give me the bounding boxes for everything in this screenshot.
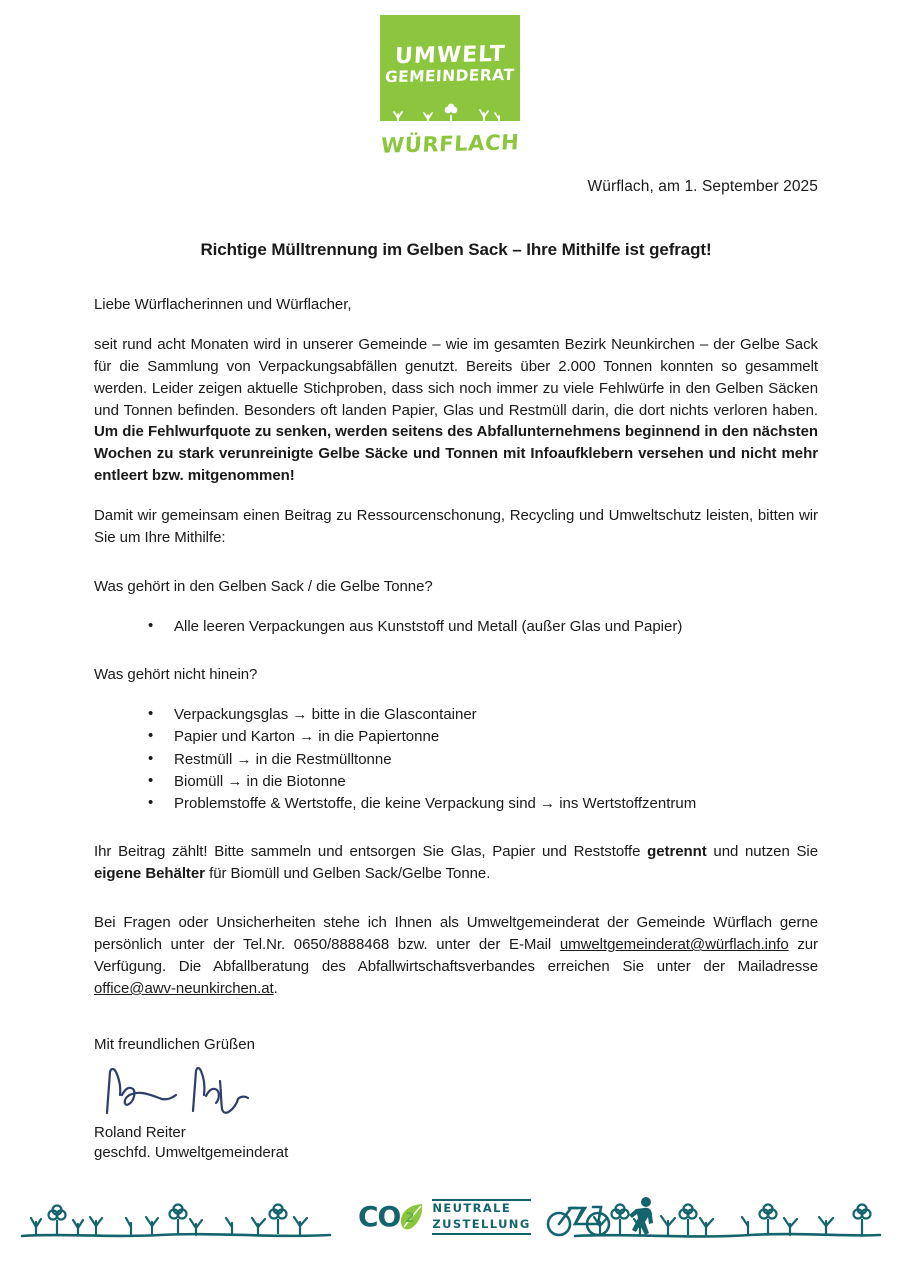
contact-text-3: . xyxy=(273,979,278,997)
list-not-belongs xyxy=(94,704,818,814)
salutation: Liebe Würflacherinnen und Würflacher, xyxy=(94,296,352,313)
paragraph-contact xyxy=(94,912,818,1000)
email-link-office[interactable]: office@awv-neunkirchen.at xyxy=(94,979,274,997)
co2-subscript: 2 xyxy=(405,1211,415,1226)
signer-title: geschfd. Umweltgemeinderat xyxy=(94,1144,289,1162)
email-link-umweltgemeinderat[interactable]: umweltgemeinderat@würflach.info xyxy=(559,936,789,954)
question-not-belongs: Was gehört nicht hinein? xyxy=(94,666,258,684)
footer xyxy=(0,1184,900,1258)
contrib-text-3: für Biomüll und Gelben Sack/Gelbe Tonne. xyxy=(204,865,491,883)
logo-title-gemeinderat: GEMEINDERAT xyxy=(384,66,516,87)
list-belongs-in xyxy=(94,616,818,637)
list-item: • Verpackungsglas → bitte in die Glascontainer xyxy=(148,704,818,725)
dateline: Würflach, am 1. September 2025 xyxy=(587,178,818,195)
contrib-bold-getrennt: getrennt xyxy=(647,843,707,861)
handwritten-signature-icon xyxy=(98,1059,288,1121)
paragraph-contribution xyxy=(94,841,818,885)
logo-text-block xyxy=(380,15,520,115)
logo-town-band xyxy=(380,121,520,167)
closing-greeting: Mit freundlichen Grüßen xyxy=(94,1035,255,1053)
walking-person-icon xyxy=(627,1196,661,1238)
paragraph-appeal: Damit wir gemeinsam einen Beitrag zu Ressourcenschonung, Recycling und Umweltschutz leisten, bitten wir Sie um Ihre Mithilfe: xyxy=(94,507,818,547)
logo-container xyxy=(0,14,900,168)
co2-label: CO xyxy=(358,1200,401,1233)
logo-title-umwelt: UMWELT xyxy=(394,42,506,70)
list-item: • Biomüll → in die Biotonne xyxy=(148,771,818,792)
letter-body xyxy=(94,178,818,1163)
contact-text-1: Bei Fragen oder Unsicherheiten stehe ich Ihnen als Umweltgemeinderat der Gemeinde Würflach gerne persönlich unter der Tel.Nr. 0650/8888468 bzw. unter der E-Mail xyxy=(94,914,818,954)
signer-block xyxy=(94,1123,818,1164)
list-item: • Papier und Karton → in die Papiertonne xyxy=(148,726,818,747)
umweltgemeinderat-logo xyxy=(379,14,521,168)
list-item: • Restmüll → in die Restmülltonne xyxy=(148,749,818,770)
signer-name: Roland Reiter xyxy=(94,1123,186,1141)
logo-title-wuerflach: WÜRFLACH xyxy=(380,129,520,158)
question-belongs-in: Was gehört in den Gelben Sack / die Gelbe Tonne? xyxy=(94,577,433,595)
neutral-line-1: NEUTRALE xyxy=(432,1201,512,1216)
neutral-delivery-text xyxy=(432,1199,530,1234)
divider-bottom xyxy=(432,1233,530,1235)
contact-text-2: zur Verfügung. Die Abfallberatung des Abfallwirtschaftsverbandes erreichen Sie unter der Mailadresse xyxy=(94,936,819,976)
co2-neutral-delivery-badge xyxy=(358,1196,661,1238)
page-title: Richtige Mülltrennung im Gelben Sack – Ihre Mithilfe ist gefragt! xyxy=(200,240,712,259)
bicycle-icon xyxy=(545,1196,615,1238)
paragraph-intro xyxy=(94,334,818,487)
list-item: • Alle leeren Verpackungen aus Kunststoff und Metall (außer Glas und Papier) xyxy=(148,616,818,637)
contrib-text-2: und nutzen Sie xyxy=(706,843,818,861)
list-item: • Problemstoffe & Wertstoffe, die keine Verpackung sind → ins Wertstoffzentrum xyxy=(148,793,818,814)
contrib-text-1: Ihr Beitrag zählt! Bitte sammeln und entsorgen Sie Glas, Papier und Reststoffe xyxy=(94,843,648,861)
leaf-icon xyxy=(399,1202,425,1232)
intro-bold-text: Um die Fehlwurfquote zu senken, werden seitens des Abfallunternehmens beginnend in den nächsten Wochen zu stark verunreinigte Gelbe Säcke und Tonnen mit Infoaufklebern versehen und nicht mehr entleert bzw. mitgenommen! xyxy=(94,423,818,485)
neutral-line-2: ZUSTELLUNG xyxy=(432,1217,531,1231)
contrib-bold-behaelter: eigene Behälter xyxy=(94,865,205,883)
intro-normal-text: seit rund acht Monaten wird in unserer Gemeinde – wie im gesamten Bezirk Neunkirchen – der Gelbe Sack für die Sammlung von Verpackungsabfällen genutzt. Bereits über 2.000 Tonnen konnten so gesammelt werden. Leider zeigen aktuelle Stichproben, dass sich noch immer zu viele Fehlwürfe in den Gelben Säcken und Tonnen befinden. Besonders oft landen Papier, Glas und Restmüll darin, die dort nichts verloren haben. xyxy=(94,335,818,419)
